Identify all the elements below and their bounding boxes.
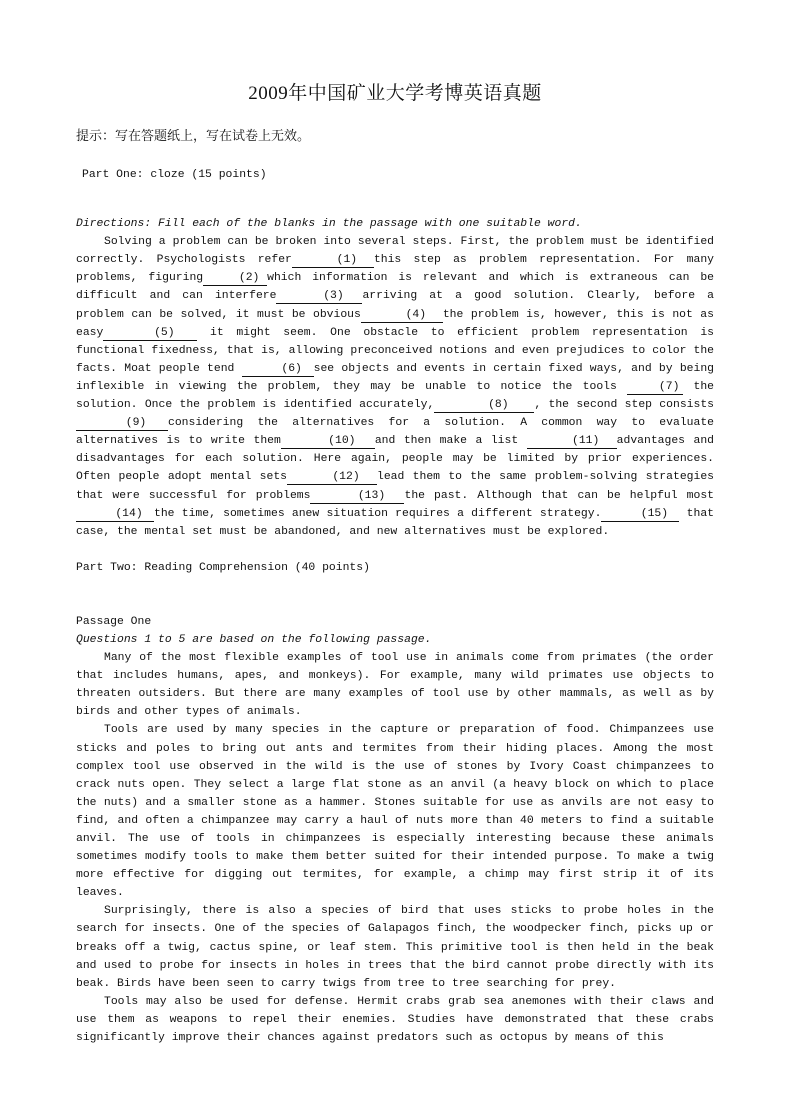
cloze-blank-3[interactable]: (3) [276,289,362,304]
cloze-passage [76,233,714,541]
cloze-blank-2[interactable]: (2) [203,271,267,286]
cloze-blank-5[interactable]: (5) [103,326,197,341]
cloze-blank-15[interactable]: (15) [601,507,679,522]
cloze-text: Solving a problem can be broken into several steps. First, the problem must be identified correctly. Psychologists refer [76,236,714,267]
cloze-text: the time, sometimes anew situation requires a different strategy. [154,507,602,520]
cloze-text: the solution. Once the problem is identified accurately, [76,380,715,412]
cloze-text: lead them to the same problem-solving strategies that were successful for problems [76,471,714,502]
cloze-text: the past. Although that can be helpful most [404,489,714,502]
cloze-text: which information is relevant and which is extraneous can be difficult and can interfere [76,272,714,303]
cloze-blank-1[interactable]: (1) [292,253,374,268]
passage-paragraph: Tools are used by many species in the capture or preparation of food. Chimpanzees use sticks and poles to bring out ants and termites from their hiding places. Among the most complex tool use observed in the wild is the use of stones by Ivory Coast chimpanzees to crack nuts open. They select a large flat stone as an anvil (a heavy block on which to place the nuts) and a smaller stone as a hammer. Stones suitable for use as anvils are not easy to find, and often a chimpanzee may carry a haul of nuts more than 40 meters to find a suitable anvil. The use of tools in chimpanzees is especially interesting because these animals sometimes modify tools to make them better suited for their intended purpose. To make a twig more effective for digging out termites, for example, a chimp may first strip it of its leaves. [76,724,714,900]
page-title: 2009年中国矿业大学考博英语真题 [248,83,542,104]
cloze-blank-9[interactable]: (9) [76,416,168,431]
cloze-text: that case, the mental set must be abandoned, and new alternatives must be explored. [76,507,714,538]
passage-paragraph: Many of the most flexible examples of tool use in animals come from primates (the order that includes humans, apes, and monkeys). For example, many wild primates use objects to threaten outsiders. But there are many examples of tool use by other mammals, as well as by birds and other types of animals. [76,652,714,719]
cloze-text: see objects and events in certain fixed ways, and by being inflexible in viewing the problem, they may be unable to notice the tools [76,362,714,393]
part-two-heading: Part Two: Reading Comprehension (40 points) [76,561,370,574]
cloze-directions: Directions: Fill each of the blanks in the passage with one suitable word. [76,218,582,231]
cloze-text: the problem is, however, this is not as easy [76,308,714,339]
exam-page [76,78,714,1047]
passage-label: Passage One [76,615,152,628]
cloze-blank-8[interactable]: (8) [434,398,534,413]
cloze-blank-13[interactable]: (13) [310,489,404,504]
passage-paragraph: Tools may also be used for defense. Hermit crabs grab sea anemones with their claws and use them as weapons to repel their enemies. Studies have demonstrated that these crabs significantly improve their chances against predators such as octopus by means of this [76,995,714,1045]
cloze-blank-12[interactable]: (12) [287,470,377,485]
cloze-text: , the second step consists [534,399,714,412]
exam-hint: 提示：写在答题纸上，写在试卷上无效。 [76,128,311,143]
part-one-heading: Part One: cloze (15 points) [82,169,267,181]
cloze-blank-14[interactable]: (14) [76,507,154,522]
cloze-blank-7[interactable]: (7) [627,380,683,395]
cloze-text: and then make a list [374,435,527,448]
cloze-text: arriving at a good solution. Clearly, before a problem can be solved, it must be obvious [76,290,715,321]
cloze-blank-11[interactable]: (11) [527,434,617,449]
cloze-text: it might seem. One obstacle to efficient problem representation is functional fixedness, that is, allowing preconceived notions and even prejudices to color the facts. Moat people tend [76,326,714,375]
questions-note: Questions 1 to 5 are based on the following passage. [76,633,432,646]
cloze-blank-6[interactable]: (6) [242,362,314,377]
cloze-text: this step as problem representation. For many problems, figuring [76,254,714,285]
cloze-blank-4[interactable]: (4) [361,308,443,323]
passage-paragraph: Surprisingly, there is also a species of bird that uses sticks to probe holes in the search for insects. One of the species of Galapagos finch, the woodpecker finch, picks up or breaks off a twig, cactus spine, or leaf stem. This primitive tool is then held in the beak and used to probe for insects in holes in trees that the bird cannot probe directly with its beak. Birds have been seen to carry twigs from tree to tree searching for prey. [76,905,714,990]
cloze-text: considering the alternatives for a solution. A common way to evaluate alternatives is to write them [76,417,714,448]
cloze-text: advantages and disadvantages for each solution. Here again, people may be limited by prior experiences. Often people adopt mental sets [76,435,715,484]
cloze-blank-10[interactable]: (10) [281,434,375,449]
